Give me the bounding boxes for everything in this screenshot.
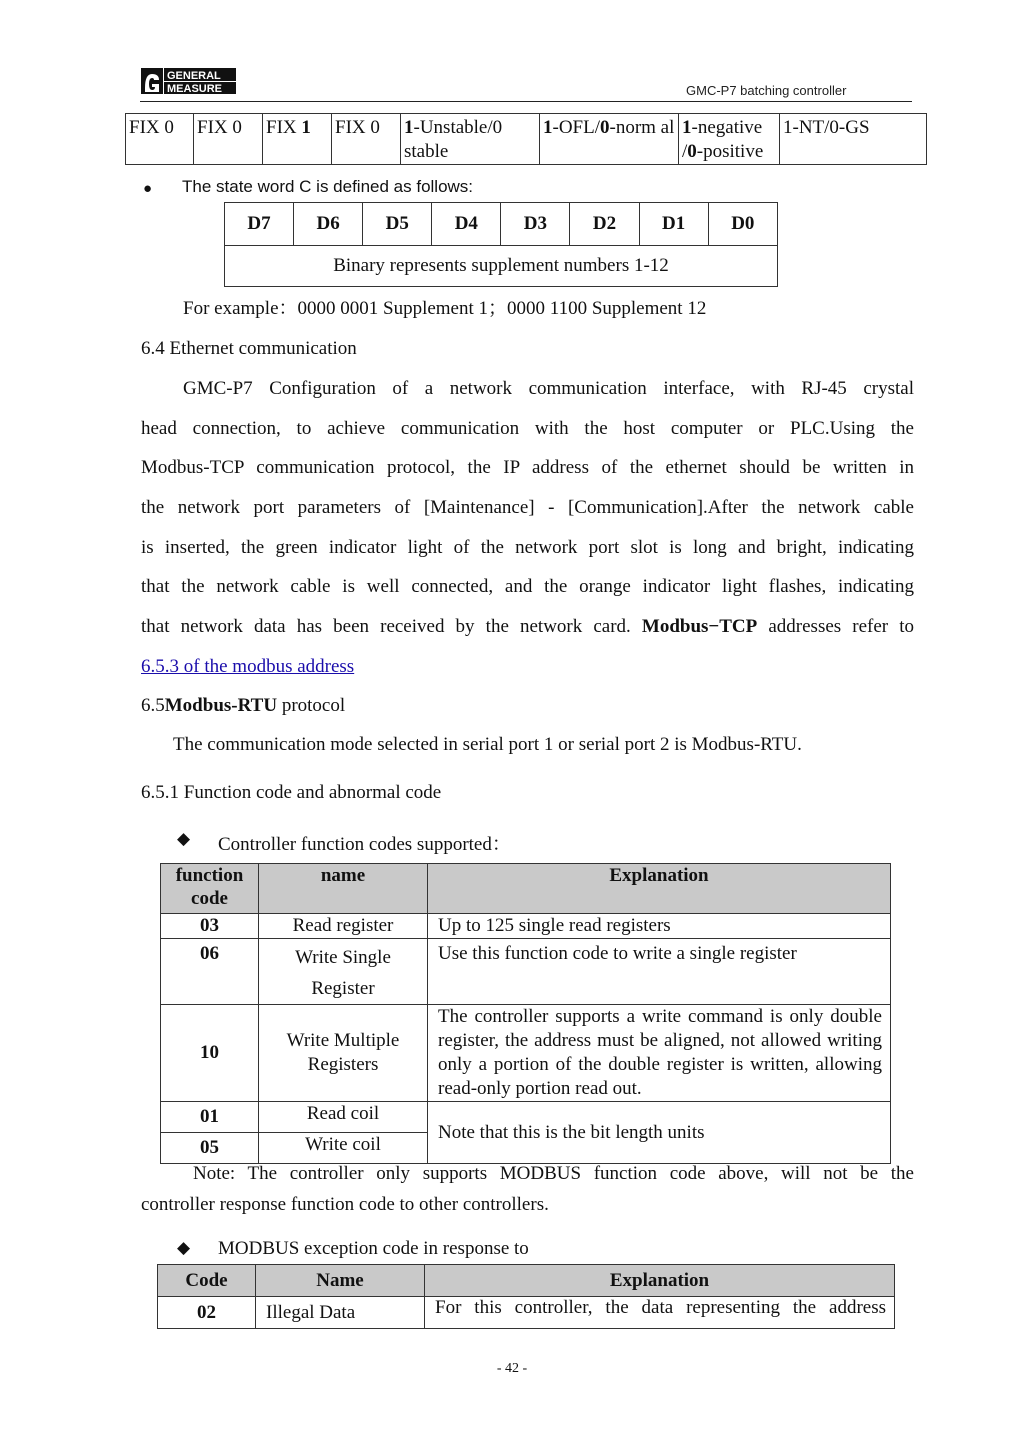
paragraph-line: that network data has been received by the network card. Modbus−TCP addresses refer to <box>141 616 914 637</box>
column-header: Name <box>256 1265 425 1297</box>
modbus-address-link[interactable]: 6.5.3 of the modbus address <box>141 656 355 677</box>
function-code-cell: 01 <box>161 1102 259 1133</box>
column-header: Code <box>158 1265 256 1297</box>
bit-cell: D4 <box>432 203 501 246</box>
header-rule <box>140 101 912 102</box>
function-explanation-cell: Up to 125 single read registers <box>428 914 891 939</box>
state-bits-table <box>125 113 927 165</box>
note-line: controller response function code to other controllers. <box>141 1194 549 1215</box>
bit-cell: D7 <box>225 203 294 246</box>
table-row <box>126 114 927 165</box>
function-name-cell: Read coil <box>259 1102 428 1133</box>
function-explanation-cell: Use this function code to write a single register <box>428 939 891 1005</box>
exception-code-table <box>157 1264 895 1329</box>
table-row <box>158 1297 895 1329</box>
function-name-cell: Read register <box>259 914 428 939</box>
state-word-table <box>224 202 778 287</box>
state-word-intro: The state word C is defined as follows: <box>182 177 474 196</box>
table-row <box>225 246 778 287</box>
column-header: name <box>259 864 428 914</box>
general-measure-logo <box>141 68 237 96</box>
section-heading-6-5: 6.5Modbus-RTU protocol <box>141 695 346 716</box>
note-line: Note: The controller only supports MODBUS function code above, will not be the <box>193 1163 914 1184</box>
bit-cell: D5 <box>363 203 432 246</box>
table-cell: FIX 1 <box>263 114 332 165</box>
function-name-cell: Write Multiple Registers <box>259 1005 428 1102</box>
diamond-bullet-icon: ◆ <box>177 1238 191 1257</box>
bit-cell: D3 <box>501 203 570 246</box>
header-title: GMC-P7 batching controller <box>686 83 847 98</box>
exception-explanation-cell: For this controller, the data representing the address <box>425 1297 895 1329</box>
table-row <box>161 914 891 939</box>
function-code-cell: 03 <box>161 914 259 939</box>
column-header: Explanation <box>425 1265 895 1297</box>
function-name-cell: Write Single Register <box>259 939 428 1005</box>
table-header-row <box>161 864 891 914</box>
function-name-cell: Write coil <box>259 1133 428 1164</box>
table-cell: 1-negative /0-positive <box>679 114 780 165</box>
column-header: Explanation <box>428 864 891 914</box>
table-cell: 1-NT/0-GS <box>780 114 927 165</box>
table-row <box>225 203 778 246</box>
function-code-cell: 06 <box>161 939 259 1005</box>
table-cell: 1-Unstable/0 stable <box>401 114 540 165</box>
paragraph-line: that the network cable is well connected, and the orange indicator light flashes, indicating <box>141 576 914 597</box>
table-cell: FIX 0 <box>126 114 194 165</box>
table-cell: FIX 0 <box>194 114 263 165</box>
paragraph-line: the network port parameters of [Maintenance] - [Communication].After the network cable <box>141 497 914 518</box>
bit-cell: D1 <box>639 203 708 246</box>
function-code-table <box>160 863 891 1164</box>
paragraph-line: head connection, to achieve communication with the host computer or PLC.Using the <box>141 418 914 439</box>
table-cell: FIX 0 <box>332 114 401 165</box>
state-word-example: For example：0000 0001 Supplement 1；0000 1100 Supplement 12 <box>183 298 707 319</box>
exception-code-cell: 02 <box>158 1297 256 1329</box>
bullet-dot-icon: ● <box>143 181 153 197</box>
function-explanation-cell: Note that this is the bit length units <box>428 1102 891 1164</box>
function-code-cell: 05 <box>161 1133 259 1164</box>
table-row <box>161 1102 891 1133</box>
table-row <box>161 1005 891 1102</box>
table-cell: 1-OFL/0-norm al <box>540 114 679 165</box>
diamond-bullet-icon: ◆ <box>177 829 191 848</box>
page-number: - 42 - <box>496 1361 528 1376</box>
svg-text:GENERAL: GENERAL <box>167 70 221 82</box>
section-6-5-intro: The communication mode selected in serial port 1 or serial port 2 is Modbus-RTU. <box>173 734 802 755</box>
section-heading-6-5-1: 6.5.1 Function code and abnormal code <box>141 782 442 803</box>
function-codes-intro: Controller function codes supported： <box>218 834 511 855</box>
paragraph-line: GMC-P7 Configuration of a network communication interface, with RJ-45 crystal <box>183 378 914 399</box>
svg-text:MEASURE: MEASURE <box>167 83 223 95</box>
function-explanation-cell: The controller supports a write command is only double register, the address must be aligned, not allowed writing only a portion of the double register is written, allowing read-only portion read out. <box>428 1005 891 1102</box>
paragraph-line: is inserted, the green indicator light of the network port slot is long and bright, indicating <box>141 537 914 558</box>
exception-codes-intro: MODBUS exception code in response to <box>218 1238 529 1259</box>
state-word-description: Binary represents supplement numbers 1-12 <box>225 246 778 287</box>
table-row <box>161 939 891 1005</box>
bit-cell: D2 <box>570 203 639 246</box>
paragraph-line: Modbus-TCP communication protocol, the IP address of the ethernet should be written in <box>141 457 914 478</box>
function-code-cell: 10 <box>161 1005 259 1102</box>
bit-cell: D6 <box>294 203 363 246</box>
table-header-row <box>158 1265 895 1297</box>
bit-cell: D0 <box>708 203 777 246</box>
section-heading-6-4: 6.4 Ethernet communication <box>141 338 357 359</box>
exception-name-cell: Illegal Data <box>256 1297 425 1329</box>
column-header: function code <box>161 864 259 914</box>
